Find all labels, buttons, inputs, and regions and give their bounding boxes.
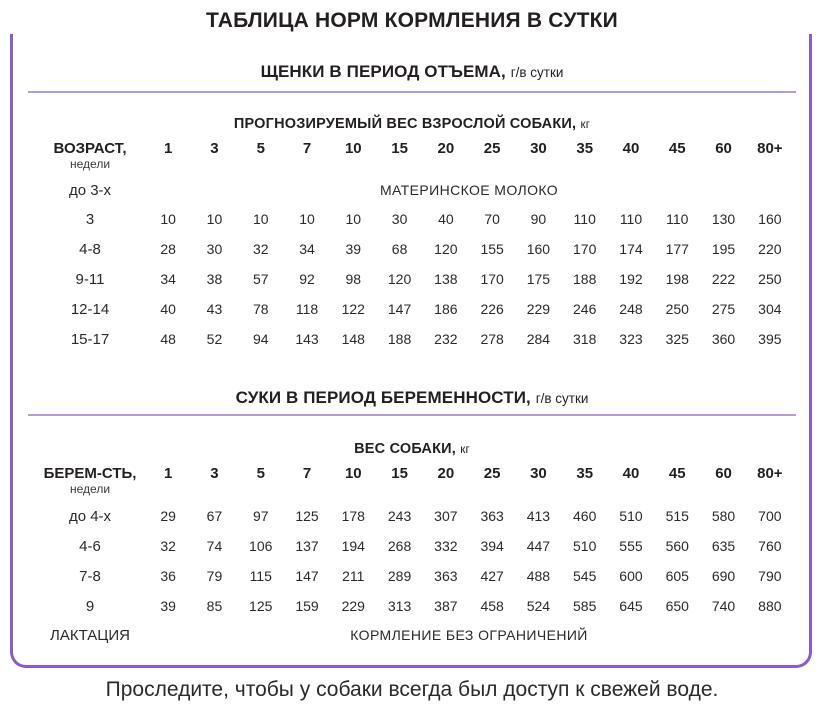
cell: 284 — [526, 331, 551, 347]
row-label: 12-14 — [70, 300, 110, 318]
cell: 460 — [573, 508, 597, 524]
row-label: ЛАКТАЦИЯ — [50, 626, 130, 644]
cell: 488 — [526, 568, 551, 584]
cell: 690 — [711, 568, 736, 584]
cell: 560 — [665, 538, 689, 554]
cell: 192 — [619, 271, 643, 287]
table-row-lactation — [35, 621, 793, 649]
cell: 545 — [573, 568, 597, 584]
cell: 138 — [434, 271, 458, 287]
column-header-weight-30: 30 — [530, 465, 547, 482]
column-header-age-main: ВОЗРАСТ, — [53, 140, 127, 157]
cell: 170 — [480, 271, 504, 287]
cell: 278 — [480, 331, 504, 347]
cell: 57 — [252, 271, 269, 287]
cell: 159 — [295, 598, 319, 614]
cell: 28 — [160, 241, 176, 257]
cell: 148 — [341, 331, 365, 347]
cell: 143 — [295, 331, 319, 347]
cell: 10 — [160, 211, 176, 227]
cell: 198 — [665, 271, 689, 287]
column-header-weight-35: 35 — [576, 140, 594, 157]
cell: 229 — [341, 598, 365, 614]
table-row — [35, 501, 793, 531]
cell: 125 — [249, 598, 273, 614]
row-label: до 4-х — [68, 507, 112, 525]
cell: 229 — [526, 301, 551, 317]
cell: 395 — [758, 331, 782, 347]
row-label: до 3-х — [68, 181, 112, 199]
cell: 524 — [526, 598, 551, 614]
cell: 307 — [434, 508, 458, 524]
cell: 110 — [666, 211, 689, 227]
cell: 110 — [619, 211, 643, 227]
cell: 125 — [295, 508, 319, 524]
section-1-title — [0, 62, 824, 82]
cell: 38 — [206, 271, 223, 287]
cell: 226 — [480, 301, 504, 317]
cell: 97 — [252, 508, 269, 524]
pregnancy-feeding-table — [35, 463, 793, 649]
column-header-weight-40: 40 — [622, 140, 640, 157]
cell: 34 — [299, 241, 315, 257]
cell: 78 — [252, 301, 269, 317]
cell: 275 — [711, 301, 736, 317]
column-header-weight-20: 20 — [437, 465, 455, 482]
column-header-weight-5: 5 — [256, 465, 265, 482]
cell: 220 — [758, 241, 782, 257]
cell: 178 — [341, 508, 365, 524]
cell: 323 — [619, 331, 643, 347]
cell: 98 — [345, 271, 362, 287]
cell: 289 — [387, 568, 412, 584]
column-header-pregnancy — [35, 463, 145, 501]
cell: 48 — [160, 331, 176, 347]
cell: 39 — [160, 598, 176, 614]
cell: 250 — [665, 301, 689, 317]
column-header-weight-15: 15 — [391, 465, 408, 482]
page-title: ТАБЛИЦА НОРМ КОРМЛЕНИЯ В СУТКИ — [0, 8, 824, 34]
footer-note: Проследите, чтобы у собаки всегда был доступ к свежей воде. — [105, 678, 719, 701]
row-label: 4-6 — [79, 537, 101, 555]
column-header-weight-40: 40 — [622, 465, 640, 482]
cell: 211 — [342, 568, 365, 584]
column-header-weight-45: 45 — [668, 465, 686, 482]
column-header-age-sub: недели — [70, 157, 111, 171]
cell: 32 — [160, 538, 176, 554]
puppy-feeding-table — [35, 138, 793, 354]
cell: 447 — [526, 538, 551, 554]
column-header-weight-35: 35 — [576, 465, 594, 482]
cell: 40 — [438, 211, 454, 227]
cell: 248 — [619, 301, 643, 317]
section-1-group-header-text: ПРОГНОЗИРУЕМЫЙ ВЕС ВЗРОСЛОЙ СОБАКИ, — [233, 116, 577, 132]
cell: 194 — [341, 538, 365, 554]
column-header-weight-80plus: 80+ — [757, 465, 783, 482]
cell: 30 — [206, 241, 223, 257]
cell: 600 — [619, 568, 643, 584]
cell: 32 — [252, 241, 269, 257]
table-header-row — [35, 463, 793, 501]
column-header-weight-10: 10 — [344, 465, 362, 482]
cell: 92 — [299, 271, 315, 287]
cell: 555 — [619, 538, 643, 554]
cell: 74 — [206, 538, 223, 554]
cell: 160 — [758, 211, 782, 227]
cell: 188 — [573, 271, 597, 287]
row-label: 9-11 — [75, 270, 105, 288]
row-label: 4-8 — [79, 240, 101, 258]
table-row — [35, 294, 793, 324]
cell: 268 — [387, 538, 412, 554]
row-label: 15-17 — [70, 330, 110, 348]
row-note-text: КОРМЛЕНИЕ БЕЗ ОГРАНИЧЕНИЙ — [350, 627, 588, 643]
column-header-weight-15: 15 — [391, 140, 408, 157]
cell: 10 — [252, 211, 269, 227]
cell: 222 — [711, 271, 736, 287]
column-header-pregnancy-sub: недели — [70, 482, 111, 496]
cell: 110 — [573, 211, 596, 227]
table-row — [35, 234, 793, 264]
column-header-weight-80plus: 80+ — [757, 140, 783, 157]
table-row-mothers-milk — [35, 176, 793, 204]
cell: 313 — [387, 598, 412, 614]
cell: 106 — [249, 538, 273, 554]
column-header-weight-1: 1 — [164, 140, 173, 157]
cell: 700 — [758, 508, 782, 524]
cell: 188 — [387, 331, 412, 347]
section-2-group-header — [0, 441, 824, 457]
row-label: 9 — [85, 597, 95, 615]
cell: 515 — [665, 508, 689, 524]
cell: 67 — [206, 508, 223, 524]
cell: 147 — [387, 301, 412, 317]
table-row — [35, 591, 793, 621]
cell: 175 — [526, 271, 551, 287]
cell: 304 — [758, 301, 782, 317]
cell: 40 — [160, 301, 176, 317]
cell: 52 — [206, 331, 223, 347]
cell: 160 — [526, 241, 551, 257]
cell: 39 — [345, 241, 362, 257]
cell: 120 — [434, 241, 458, 257]
row-label: 3 — [85, 210, 95, 228]
cell: 332 — [434, 538, 458, 554]
column-header-weight-3: 3 — [210, 140, 219, 157]
cell: 232 — [434, 331, 458, 347]
cell: 30 — [391, 211, 408, 227]
cell: 137 — [295, 538, 319, 554]
column-header-pregnancy-main: БЕРЕМ-СТЬ, — [43, 465, 137, 482]
cell: 36 — [160, 568, 176, 584]
cell: 170 — [573, 241, 597, 257]
column-header-weight-5: 5 — [256, 140, 265, 157]
cell: 427 — [480, 568, 504, 584]
section-1-title-text: ЩЕНКИ В ПЕРИОД ОТЪЕМА, — [260, 62, 506, 81]
cell: 413 — [526, 508, 551, 524]
table-row — [35, 561, 793, 591]
section-2-group-header-text: ВЕС СОБАКИ, — [354, 441, 456, 457]
table-row — [35, 264, 793, 294]
section-1-title-unit: г/в сутки — [510, 65, 564, 80]
cell: 29 — [160, 508, 176, 524]
cell: 155 — [480, 241, 504, 257]
cell: 880 — [758, 598, 782, 614]
column-header-weight-10: 10 — [344, 140, 362, 157]
cell: 360 — [711, 331, 736, 347]
column-header-weight-25: 25 — [483, 465, 501, 482]
column-header-weight-7: 7 — [302, 465, 312, 482]
cell: 740 — [711, 598, 736, 614]
section-2-group-header-unit: кг — [460, 444, 470, 456]
cell: 250 — [758, 271, 782, 287]
section-2-title-unit: г/в сутки — [535, 391, 589, 406]
cell: 177 — [665, 241, 689, 257]
section-1-separator — [28, 91, 796, 93]
column-header-weight-7: 7 — [302, 140, 312, 157]
column-header-weight-45: 45 — [668, 140, 686, 157]
cell: 43 — [206, 301, 223, 317]
cell: 115 — [249, 568, 272, 584]
column-header-weight-30: 30 — [530, 140, 547, 157]
row-note-text: МАТЕРИНСКОЕ МОЛОКО — [379, 182, 559, 198]
cell: 363 — [434, 568, 458, 584]
column-header-weight-1: 1 — [164, 465, 173, 482]
cell: 68 — [391, 241, 408, 257]
cell: 605 — [665, 568, 689, 584]
cell: 585 — [573, 598, 597, 614]
column-header-weight-3: 3 — [210, 465, 219, 482]
table-header-row — [35, 138, 793, 176]
cell: 147 — [295, 568, 319, 584]
table-row — [35, 204, 793, 234]
column-header-weight-20: 20 — [437, 140, 455, 157]
section-1-group-header-unit: кг — [580, 119, 591, 131]
cell: 10 — [345, 211, 362, 227]
cell: 510 — [619, 508, 643, 524]
cell: 118 — [295, 301, 319, 317]
cell: 186 — [434, 301, 458, 317]
cell: 70 — [484, 211, 500, 227]
table-row — [35, 324, 793, 354]
column-header-weight-25: 25 — [483, 140, 501, 157]
cell: 10 — [299, 211, 315, 227]
column-header-age — [35, 138, 145, 176]
cell: 458 — [480, 598, 504, 614]
cell: 394 — [480, 538, 504, 554]
cell: 130 — [711, 211, 736, 227]
cell: 645 — [619, 598, 643, 614]
cell: 580 — [711, 508, 736, 524]
row-label: 7-8 — [79, 567, 101, 585]
cell: 325 — [665, 331, 689, 347]
cell: 120 — [387, 271, 412, 287]
cell: 243 — [387, 508, 412, 524]
cell: 195 — [711, 241, 736, 257]
cell: 90 — [530, 211, 547, 227]
section-2-title — [0, 388, 824, 408]
cell: 318 — [573, 331, 597, 347]
cell: 94 — [252, 331, 269, 347]
column-header-weight-60: 60 — [715, 465, 732, 482]
cell: 34 — [160, 271, 176, 287]
table-row — [35, 531, 793, 561]
cell: 790 — [758, 568, 782, 584]
cell: 387 — [434, 598, 458, 614]
cell: 122 — [341, 301, 365, 317]
cell: 650 — [665, 598, 689, 614]
cell: 246 — [573, 301, 597, 317]
cell: 79 — [206, 568, 223, 584]
cell: 10 — [206, 211, 223, 227]
section-2-title-text: СУКИ В ПЕРИОД БЕРЕМЕННОСТИ, — [235, 388, 531, 407]
cell: 174 — [619, 241, 643, 257]
cell: 510 — [573, 538, 597, 554]
cell: 363 — [480, 508, 504, 524]
cell: 85 — [206, 598, 223, 614]
cell: 635 — [711, 538, 736, 554]
column-header-weight-60: 60 — [715, 140, 732, 157]
section-2-separator — [28, 414, 796, 416]
section-1-group-header — [0, 116, 824, 132]
cell: 760 — [758, 538, 782, 554]
